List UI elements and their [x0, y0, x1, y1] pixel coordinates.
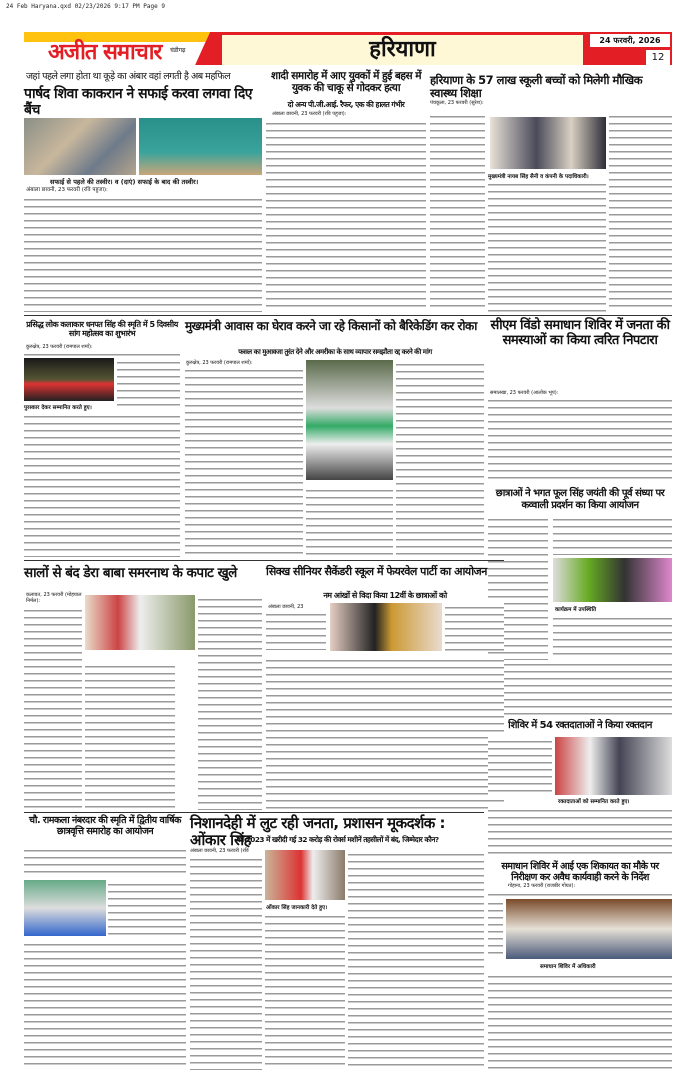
story-body [348, 850, 484, 1070]
dateline: अंबाला छावनी, 23 फरवरी (रवि पहुजा): [272, 111, 347, 117]
newspaper-logo: अजीत समाचार [48, 39, 162, 65]
dateline: गोहाना, 23 फरवरी (राजबीर गोयत): [508, 883, 576, 889]
story-headline: शादी समारोह में आए युवकों में हुई बहस में युवक की चाकू से गोदकर हत्या [270, 70, 422, 95]
story-body [266, 610, 326, 650]
story-body [24, 412, 180, 557]
story-headline: समाधान शिविर में आई एक शिकायत का मौके पर निरीक्षण कर अवैध कार्यवाही करने के निर्देश [501, 861, 659, 883]
story-headline: पार्षद शिवा काकरान ने सफाई करवा लगवा दिए बैंच [24, 86, 253, 119]
photo-caption: समाधान शिविर में अधिकारी [540, 964, 596, 970]
story-body [190, 855, 262, 1070]
story-subhead: वर्ष 2023 में खरीदी गई 32 करोड़ की रोवर्स मशीनें तहसीलों में बंद, जिम्मेदार कौन? [236, 835, 439, 844]
story-subhead: दो अन्य पी.जी.आई. रैफर, एक की हालत गंभीर [287, 100, 405, 109]
dateline: पंचकूला, 23 फरवरी (सुरेश): [430, 100, 484, 106]
photo-caption: ओंकार सिंह जानकारी देते हुए। [266, 905, 328, 911]
story-headline: छात्राओं ने भगत फूल सिंह जयंती की पूर्व संध्या पर कव्वाली प्रदर्शन का किया आयोजन [495, 488, 665, 511]
story-body [488, 396, 672, 484]
story-body [24, 940, 186, 1070]
story-photo [506, 899, 672, 959]
story-body [488, 180, 606, 312]
story-body [266, 656, 504, 810]
story-body [24, 606, 82, 810]
story-photo-before [24, 118, 136, 175]
event-photo [553, 558, 672, 602]
story-body [488, 660, 672, 718]
story-body [488, 899, 503, 959]
story-body [85, 662, 175, 810]
divider [24, 315, 672, 316]
story-body [24, 846, 186, 878]
story-body [24, 195, 262, 312]
story-body [265, 912, 345, 1070]
photo-caption: कार्यक्रम में उपस्थिति [555, 607, 597, 613]
story-photo [85, 595, 195, 650]
story-headline: निशानदेही में लुट रही जनता, प्रशासन मूकदर्शक : ओंकार सिंह [190, 814, 446, 850]
dateline: कुरुक्षेत्र, 23 फरवरी (रामपाल शर्मा): [186, 360, 253, 366]
story-body [198, 595, 262, 810]
dateline: अंबाला छावनी, 23 फरवरी (रवि पहुजा): [26, 187, 108, 193]
story-body [266, 119, 426, 312]
story-body [488, 806, 672, 858]
story-headline: प्रसिद्ध लोक कलाकार धनपत सिंह की स्मृति में 5 दिवसीय सांग महोत्सव का शुभारंभ [26, 320, 178, 339]
story-photo [24, 880, 106, 936]
story-body [609, 112, 672, 312]
story-body [553, 515, 672, 555]
section-title: हरियाणा [222, 35, 583, 65]
story-body [430, 112, 485, 312]
story-photo [24, 358, 114, 401]
story-body [553, 614, 672, 658]
story-body [488, 972, 672, 1070]
dateline: अंबाला छावनी, 23 [268, 604, 304, 610]
dateline: अंबाला छावनी, 23 फरवरी (रवि [190, 848, 249, 854]
issue-date: 24 फरवरी, 2026 [590, 34, 670, 47]
print-slug: 24 Feb Haryana.qxd 02/23/2026 9:17 PM Page 9 [6, 3, 165, 10]
story-body [24, 350, 180, 358]
story-body [488, 737, 552, 797]
divider [24, 812, 484, 813]
story-photo [330, 603, 442, 651]
story-headline: शिविर में 54 रक्तदाताओं ने किया रक्तदान [508, 720, 652, 731]
edition-city: चंडीगढ़ [170, 47, 186, 54]
story-headline: चौ. रामकला नंबरदार की स्मृति में द्वितीय वार्षिक छात्रवृत्ति समारोह का आयोजन [29, 815, 181, 837]
dateline: कुरुक्षेत्र, 23 फरवरी (रामपाल शर्मा): [26, 344, 93, 350]
photo-caption: सफाई से पहले की तस्वीर। व (दाएं) सफाई के बाद की तस्वीर। [50, 178, 199, 186]
story-body [185, 366, 303, 557]
page-number: 12 [646, 50, 670, 65]
story-headline: सालों से बंद डेरा बाबा समरनाथ के कपाट खुले [24, 565, 237, 581]
story-photo [306, 360, 393, 480]
story-headline: हरियाणा के 57 लाख स्कूली बच्चों को मिलेगी मौखिक स्वास्थ्य शिक्षा [430, 73, 643, 101]
photo-caption: पुरस्कार देकर सम्मानित करते हुए। [24, 405, 92, 411]
story-body [445, 603, 504, 651]
story-body [306, 486, 393, 557]
story-kicker: जहां पहले लगा होता था कूड़े का अंबार वहां लगती है अब महफिल [26, 71, 231, 82]
story-headline: मुख्यमंत्री आवास का घेराव करने जा रहे किसानों को बैरिकेडिंग कर रोका [185, 319, 477, 333]
story-photo [265, 850, 345, 900]
story-subhead: नम आंखों से विदा किया 12वीं के छात्राओं को [323, 591, 447, 600]
photo-caption: रक्तदाताओं को सम्मानित करते हुए। [558, 799, 630, 805]
dateline: समालखा, 23 फरवरी (आलोक भूप): [490, 390, 559, 396]
story-photo [555, 737, 672, 795]
story-subhead: फसल का मुआवजा तुरंत देने और अमरीका के साथ व्यापार समझौता रद्द करने की मांग [238, 348, 432, 356]
photo-caption: मुख्यमंत्री नायब सिंह सैनी व कंपनी के पदाधिकारी। [488, 174, 589, 180]
divider [24, 560, 504, 561]
dateline: कलायत, 23 फरवरी (मोहयाल निर्मल): [26, 592, 82, 604]
story-headline: सीएम विंडो समाधान शिविर में जनता की समस्याओं का किया त्वरित निपटारा [490, 318, 670, 348]
story-headline: सिक्ख सीनियर सैकेंडरी स्कूल में फेयरवेल पार्टी का आयोजन [266, 565, 487, 578]
story-photo [490, 117, 606, 169]
story-body [488, 890, 672, 899]
story-body [396, 360, 484, 557]
story-body [117, 358, 180, 406]
story-photo-after [139, 118, 262, 175]
story-body [108, 880, 186, 936]
